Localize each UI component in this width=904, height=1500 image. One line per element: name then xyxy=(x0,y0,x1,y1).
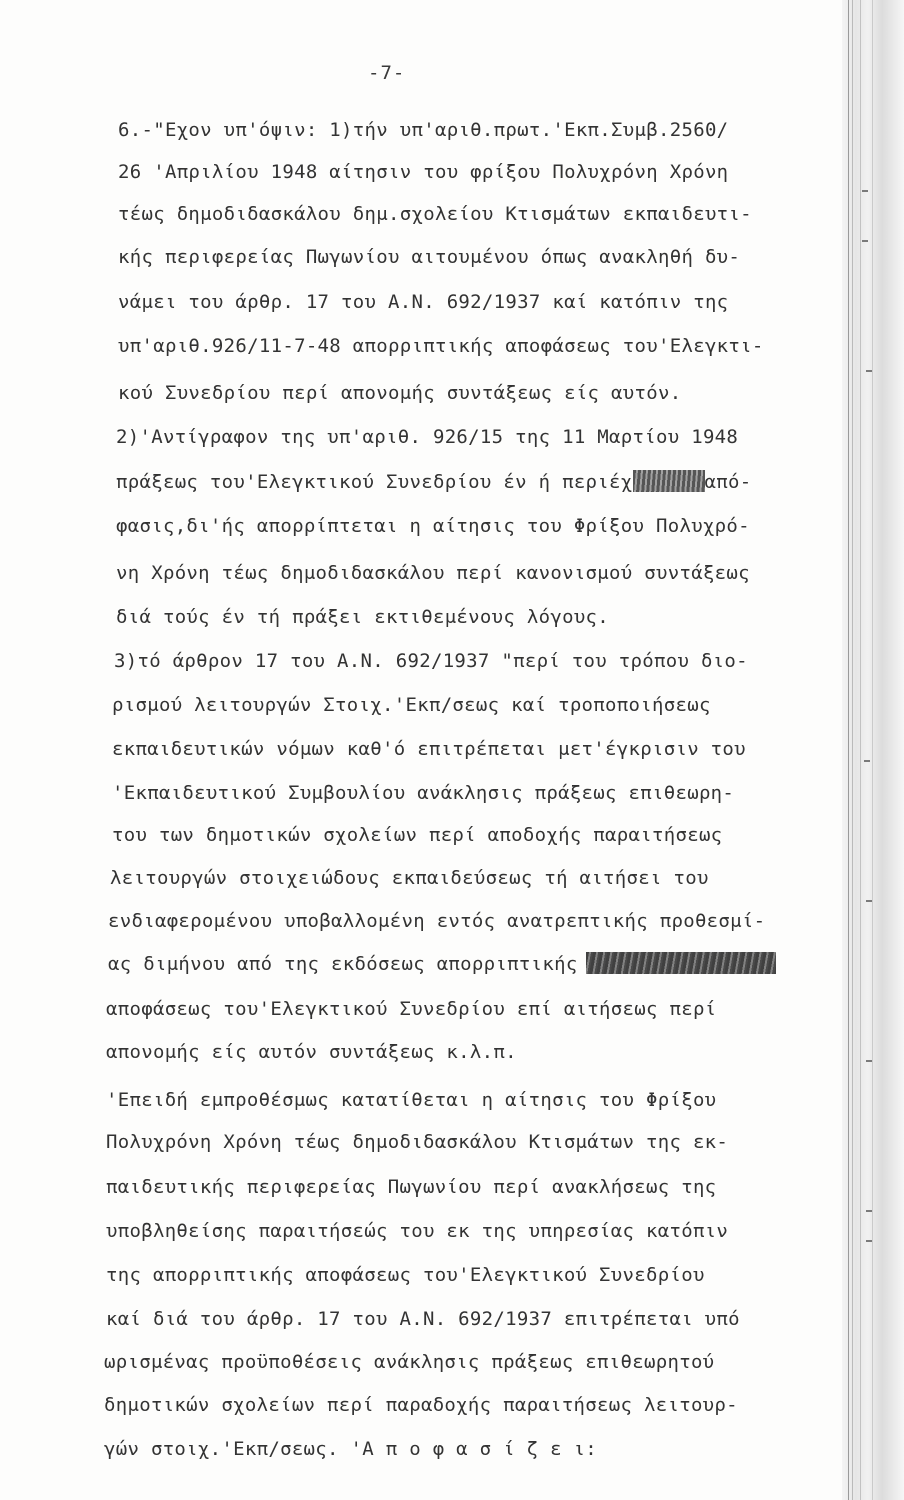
text-line: 6.-"Εχον υπ'όψιν: 1)τήν υπ'αριθ.πρωτ.'Εκπ.Συμβ.2560/ xyxy=(118,119,729,141)
text-line: τέως δημοδιδασκάλου δημ.σχολείου Κτισμάτων εκπαιδευτι- xyxy=(118,203,752,225)
text-line: εκπαιδευτικών νόμων καθ'ό επιτρέπεται μετ'έγκρισιν του xyxy=(112,738,746,760)
text-line: υπ'αριθ.926/11-7-48 απορριπτικής αποφάσεως του'Ελεγκτι- xyxy=(118,335,764,357)
text-line-with-smudge xyxy=(116,470,751,494)
text-line: νάμει του άρθρ. 17 του Α.Ν. 692/1937 καί κατόπιν της xyxy=(118,291,729,313)
text-line: του των δημοτικών σχολείων περί αποδοχής παραιτήσεως xyxy=(112,824,723,846)
text-line: 3)τό άρθρον 17 του Α.Ν. 692/1937 "περί του τρόπου διο- xyxy=(114,650,748,672)
text-line-with-redaction xyxy=(108,952,776,976)
text-line: Πολυχρόνη Χρόνη τέως δημοδιδασκάλου Κτισμάτων της εκ- xyxy=(106,1131,729,1153)
text-segment: από- xyxy=(704,471,752,493)
text-line: αποφάσεως του'Ελεγκτικού Συνεδρίου επί αιτήσεως περί xyxy=(106,998,717,1020)
text-line: 'Επειδή εμπροθέσμως κατατίθεται η αίτησις του Φρίξου xyxy=(106,1089,717,1111)
text-line: της απορριπτικής αποφάσεως του'Ελεγκτικού Συνεδρίου xyxy=(106,1264,705,1286)
text-line: υποβληθείσης παραιτήσεώς του εκ της υπηρεσίας κατόπιν xyxy=(106,1220,729,1242)
text-segment: πράξεως του'Ελεγκτικού Συνεδρίου έν ή περιέχ xyxy=(116,471,633,493)
text-line: απονομής είς αυτόν συντάξεως κ.λ.π. xyxy=(106,1041,517,1063)
text-line: ενδιαφερομένου υποβαλλομένη εντός ανατρεπτικής προθεσμί- xyxy=(108,910,766,932)
text-line: 26 'Απριλίου 1948 αίτησιν του φρίξου Πολυχρόνη Χρόνη xyxy=(118,161,729,183)
redacted-text xyxy=(586,952,776,974)
text-line: παιδευτικής περιφερείας Πωγωνίου περί ανακλήσεως της xyxy=(106,1176,717,1198)
text-line: κού Συνεδρίου περί απονομής συντάξεως είς αυτόν. xyxy=(118,382,682,404)
page-number: -7- xyxy=(368,62,406,84)
text-line: λειτουργών στοιχειώδους εκπαιδεύσεως τή αιτήσει του xyxy=(110,867,709,889)
text-line: 'Εκπαιδευτικού Συμβουλίου ανάκλησις πράξεως επιθεωρη- xyxy=(112,782,735,804)
text-line: δημοτικών σχολείων περί παραδοχής παραιτήσεως λειτουρ- xyxy=(104,1394,738,1416)
text-line: 2)'Αντίγραφον της υπ'αριθ. 926/15 της 11 Μαρτίου 1948 xyxy=(116,426,739,448)
text-line: καί διά του άρθρ. 17 του Α.Ν. 692/1937 επιτρέπεται υπό xyxy=(106,1308,740,1330)
text-line: ωρισμένας προϋποθέσεις ανάκλησις πράξεως επιθεωρητού xyxy=(104,1351,715,1373)
text-line: γών στοιχ.'Εκπ/σεως. 'Α π ο φ α σ ί ζ ε ι: xyxy=(104,1438,598,1460)
text-line: φασις,δι'ής απορρίπτεται η αίτησις του Φρίξου Πολυχρό- xyxy=(116,515,750,537)
text-segment: ας διμήνου από της εκδόσεως απορριπτικής xyxy=(108,953,578,975)
text-line: διά τούς έν τή πράξει εκτιθεμένους λόγους. xyxy=(116,606,610,628)
text-line: νη Χρόνη τέως δημοδιδασκάλου περί κανονισμού συντάξεως xyxy=(116,562,750,584)
smudged-overwrite xyxy=(633,470,705,492)
text-line: ρισμού λειτουργών Στοιχ.'Εκπ/σεως καί τροποποιήσεως xyxy=(112,694,711,716)
binding-edge xyxy=(842,0,904,1500)
text-line: κής περιφερείας Πωγωνίου αιτουμένου όπως ανακληθή δυ- xyxy=(118,246,741,268)
